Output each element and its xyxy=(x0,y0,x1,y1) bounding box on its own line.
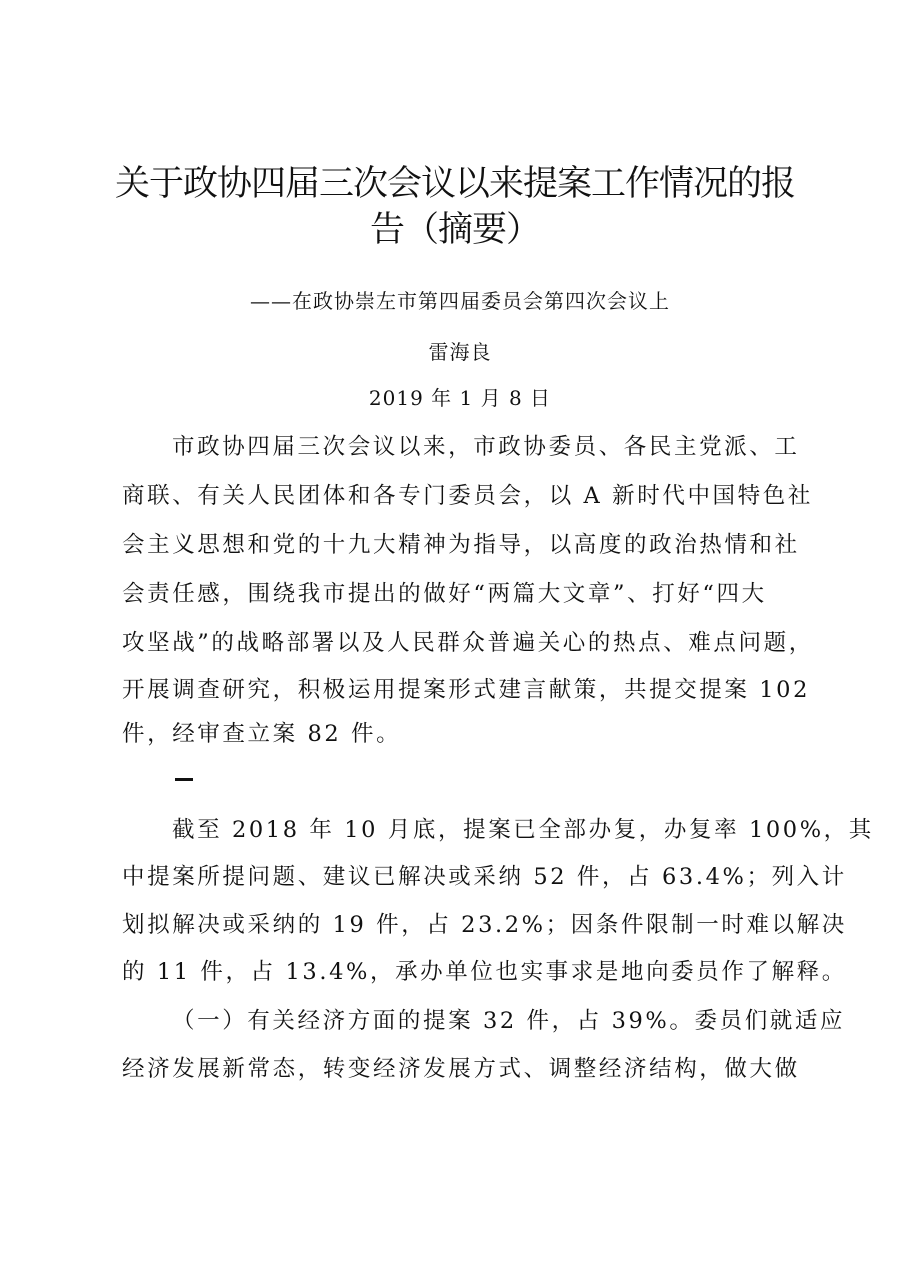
paragraph-3-line: （一）有关经济方面的提案 32 件，占 39%。委员们就适应 xyxy=(172,1008,846,1034)
paragraph-1-line: 会责任感，围绕我市提出的做好“两篇大文章”、打好“四大 xyxy=(122,581,767,607)
section-heading-mark xyxy=(175,778,193,781)
paragraph-1-line: 件，经审查立案 82 件。 xyxy=(122,721,402,747)
paragraph-1-line: 商联、有关人民团体和各专门委员会，以 A 新时代中国特色社 xyxy=(122,483,813,509)
paragraph-1-line: 攻坚战”的战略部署以及人民群众普遍关心的热点、难点问题， xyxy=(122,630,814,656)
paragraph-3-line: 经济发展新常态，转变经济发展方式、调整经济结构，做大做 xyxy=(122,1056,800,1082)
document-date: 2019 年 1 月 8 日 xyxy=(368,386,552,410)
paragraph-2-line: 的 11 件，占 13.4%，承办单位也实事求是地向委员作了解释。 xyxy=(122,959,847,985)
document-author: 雷海良 xyxy=(428,340,492,364)
document-subtitle: ——在政协崇左市第四届委员会第四次会议上 xyxy=(250,289,670,313)
paragraph-1-line: 开展调查研究，积极运用提案形式建言献策，共提交提案 102 xyxy=(122,677,810,703)
document-title-line-1: 关于政协四届三次会议以来提案工作情况的报 xyxy=(114,164,795,204)
paragraph-2-line: 中提案所提问题、建议已解决或采纳 52 件，占 63.4%；列入计 xyxy=(122,864,847,890)
paragraph-1-line: 会主义思想和党的十九大精神为指导，以高度的政治热情和社 xyxy=(122,532,800,558)
paragraph-1-line: 市政协四届三次会议以来，市政协委员、各民主党派、工 xyxy=(172,434,800,460)
paragraph-2-line: 截至 2018 年 10 月底，提案已全部办复，办复率 100%，其 xyxy=(172,817,874,843)
paragraph-2-line: 划拟解决或采纳的 19 件，占 23.2%；因条件限制一时难以解决 xyxy=(122,912,847,938)
document-title-line-2: 告（摘要） xyxy=(369,210,540,250)
